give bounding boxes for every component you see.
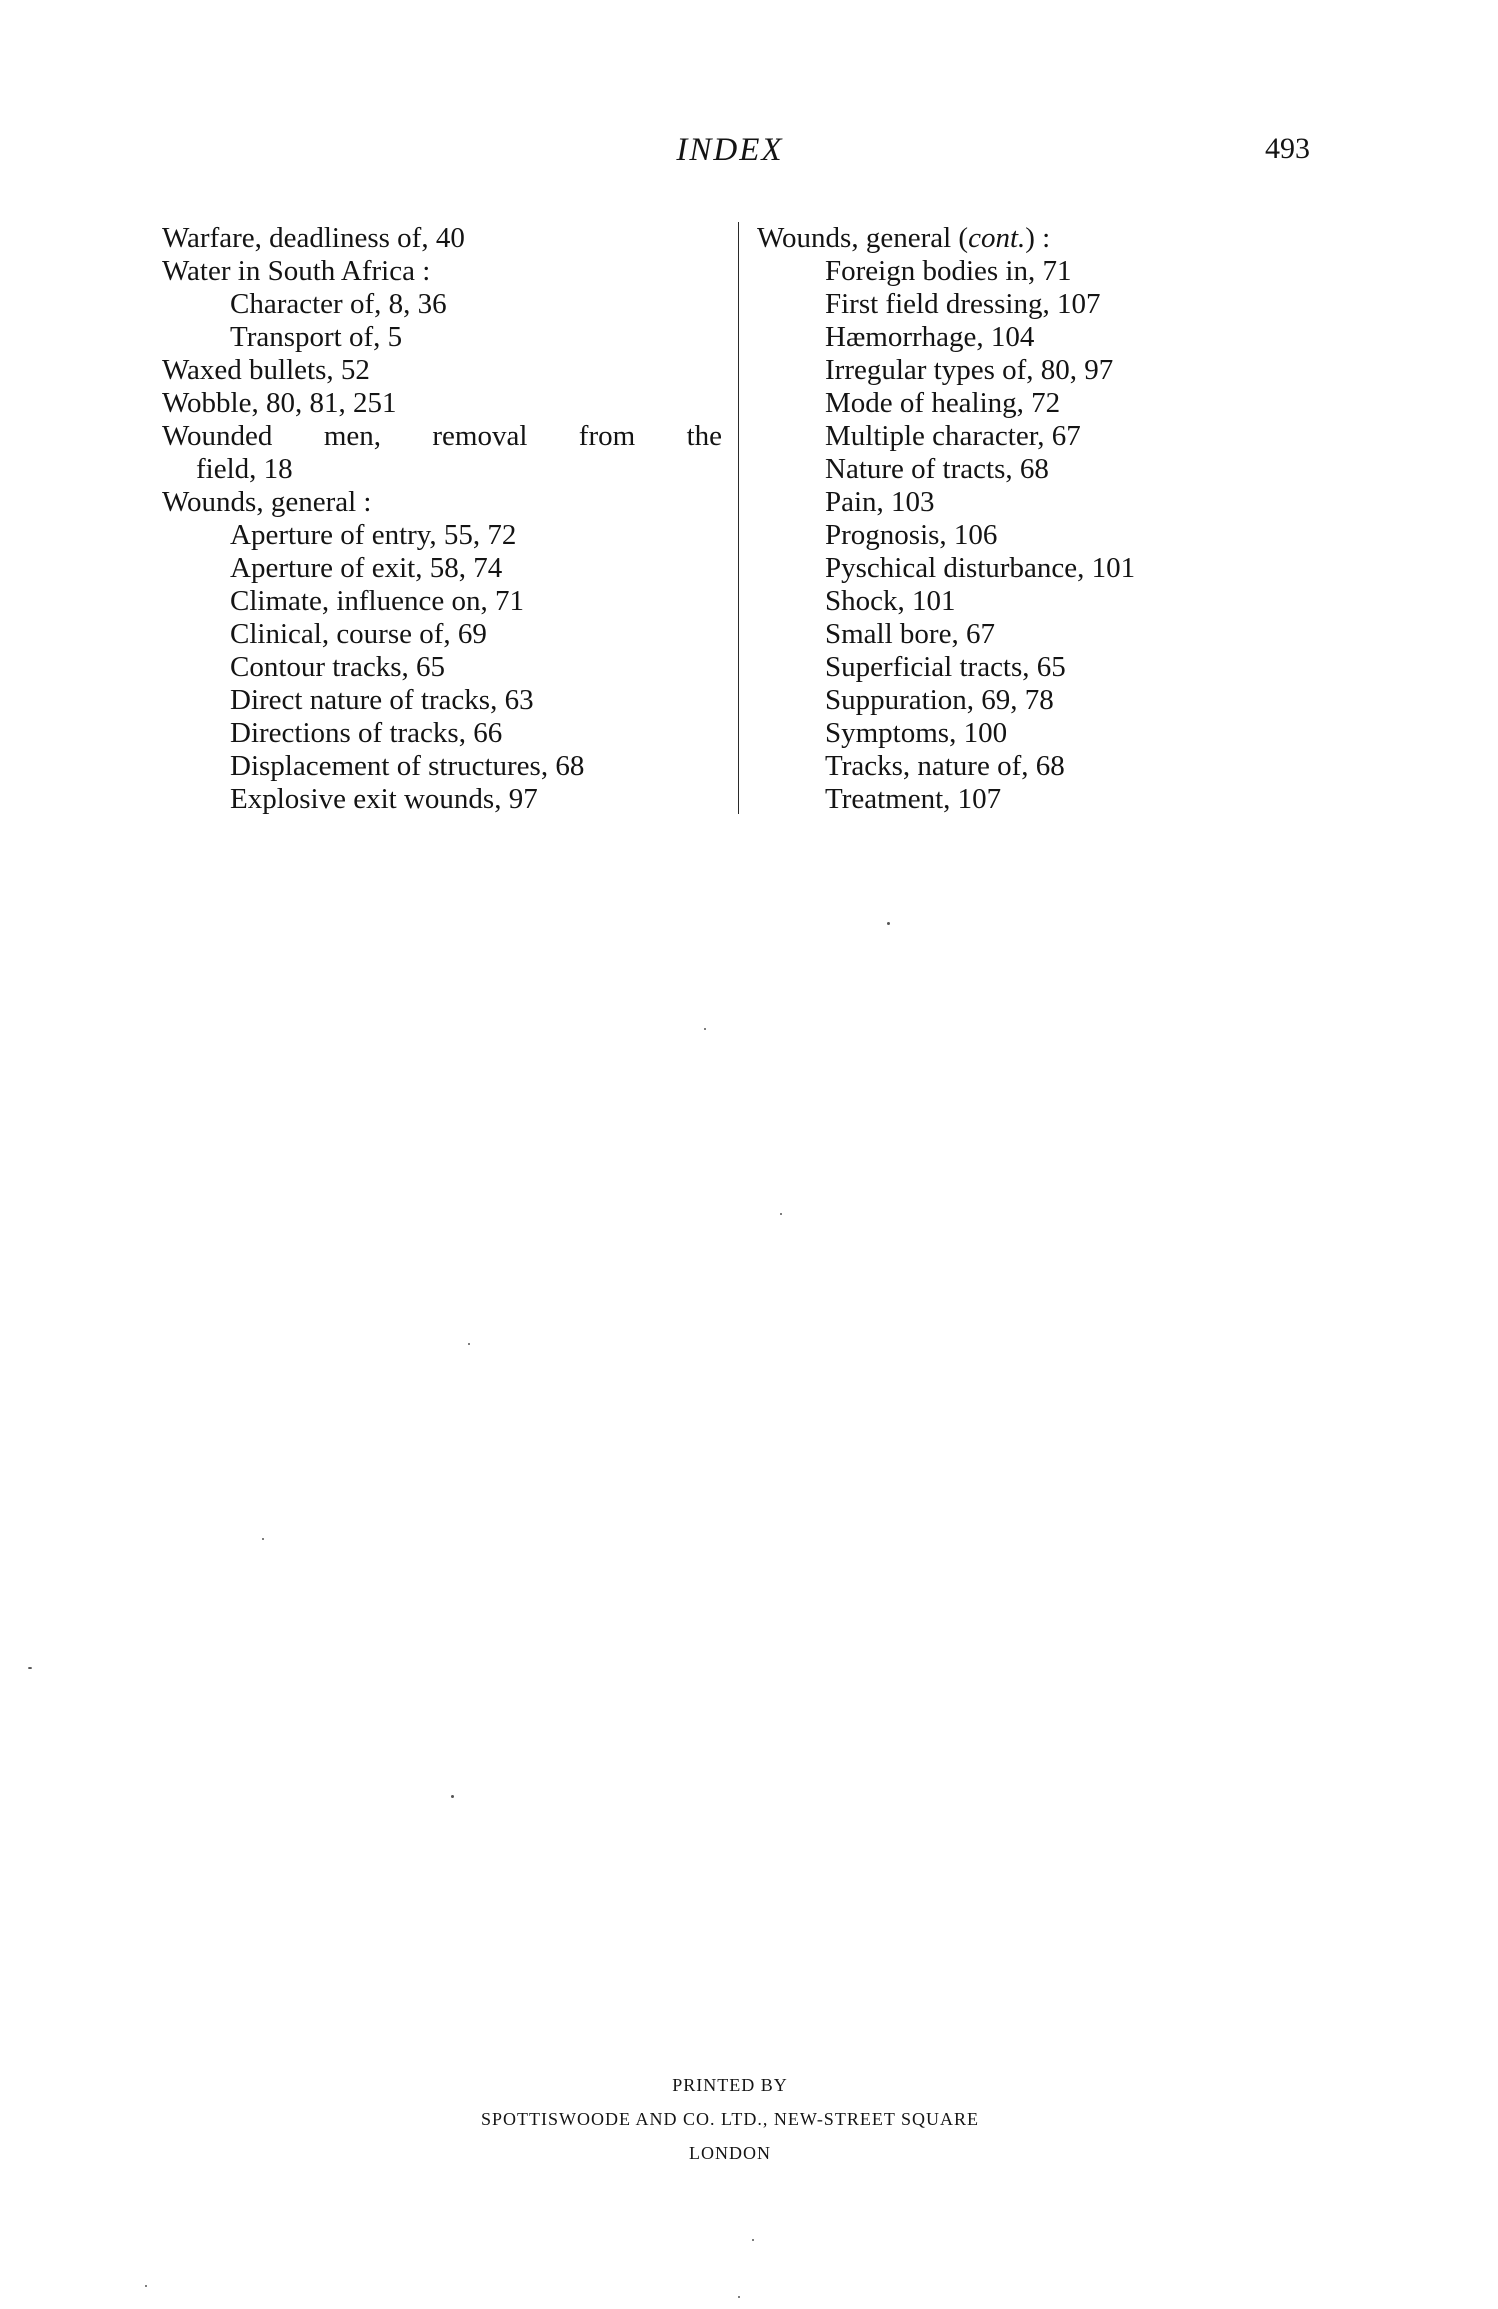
index-subentry: Multiple character, 67	[825, 420, 1081, 452]
index-subentry: Contour tracks, 65	[230, 651, 446, 683]
index-subentry: Clinical, course of, 69	[230, 618, 487, 650]
index-subentry: Small bore, 67	[825, 618, 995, 650]
scan-speck	[704, 1028, 706, 1030]
index-entry-wobble: Wobble, 80, 81, 251	[162, 387, 397, 419]
scan-speck	[738, 2296, 740, 2298]
index-subentry: Superficial tracts, 65	[825, 651, 1066, 683]
heading-prefix: Wounds, general (	[757, 222, 969, 254]
index-subentry: Character of, 8, 36	[230, 288, 447, 320]
index-entry-wounds-general-cont	[757, 222, 1277, 255]
running-head	[0, 132, 1498, 182]
scan-speck	[887, 922, 890, 925]
index-entry-wounds-general: Wounds, general :	[162, 486, 372, 518]
index-subentry: Transport of, 5	[230, 321, 403, 353]
column-divider	[738, 222, 739, 814]
index-subentry: Hæmorrhage, 104	[825, 321, 1035, 353]
index-subentry: Climate, influence on, 71	[230, 585, 524, 617]
scan-speck	[262, 1538, 264, 1540]
index-subentry: Shock, 101	[825, 585, 956, 617]
index-subentry: Aperture of entry, 55, 72	[230, 519, 517, 551]
index-entry-waxed-bullets: Waxed bullets, 52	[162, 354, 370, 386]
index-subentry: Treatment, 107	[825, 783, 1002, 815]
index-entry-water: Water in South Africa :	[162, 255, 431, 287]
index-entry-wounded-men: Wounded men, removal from the	[162, 420, 722, 452]
scan-speck	[451, 1795, 454, 1798]
scan-speck	[28, 1667, 32, 1669]
scan-speck	[468, 1343, 470, 1345]
index-column-left	[162, 222, 722, 816]
scan-speck	[145, 2285, 147, 2287]
index-subentry: Tracks, nature of, 68	[825, 750, 1065, 782]
index-subentry: First field dressing, 107	[825, 288, 1101, 320]
imprint-line-printed-by: PRINTED BY	[672, 2075, 788, 2095]
heading-suffix: ) :	[1025, 222, 1051, 254]
imprint-line-city: LONDON	[689, 2143, 771, 2163]
index-subentry: Pyschical disturbance, 101	[825, 552, 1136, 584]
index-subentry: Suppuration, 69, 78	[825, 684, 1054, 716]
printer-imprint	[0, 2068, 1460, 2170]
index-subentry: Aperture of exit, 58, 74	[230, 552, 503, 584]
page-number: 493	[1265, 132, 1310, 165]
index-subentry: Directions of tracks, 66	[230, 717, 503, 749]
index-subentry: Pain, 103	[825, 486, 935, 518]
index-entry-warfare: Warfare, deadliness of, 40	[162, 222, 465, 254]
index-column-right	[757, 222, 1277, 816]
index-subentry: Displacement of structures, 68	[230, 750, 585, 782]
index-subentry: Nature of tracts, 68	[825, 453, 1049, 485]
scan-speck	[780, 1213, 782, 1215]
running-title: INDEX	[676, 132, 784, 168]
index-subentry: Direct nature of tracks, 63	[230, 684, 534, 716]
index-subentry: Explosive exit wounds, 97	[230, 783, 538, 815]
index-subentry: Foreign bodies in, 71	[825, 255, 1072, 287]
index-subentry: Irregular types of, 80, 97	[825, 354, 1114, 386]
imprint-line-printer: SPOTTISWOODE AND CO. LTD., NEW-STREET SQUARE	[480, 2109, 979, 2129]
index-subentry: Mode of healing, 72	[825, 387, 1061, 419]
index-entry-wounded-men-continuation: field, 18	[196, 453, 293, 485]
index-subentry: Prognosis, 106	[825, 519, 998, 551]
scan-speck	[752, 2239, 754, 2241]
heading-italic: cont.	[968, 222, 1026, 254]
index-subentry: Symptoms, 100	[825, 717, 1008, 749]
